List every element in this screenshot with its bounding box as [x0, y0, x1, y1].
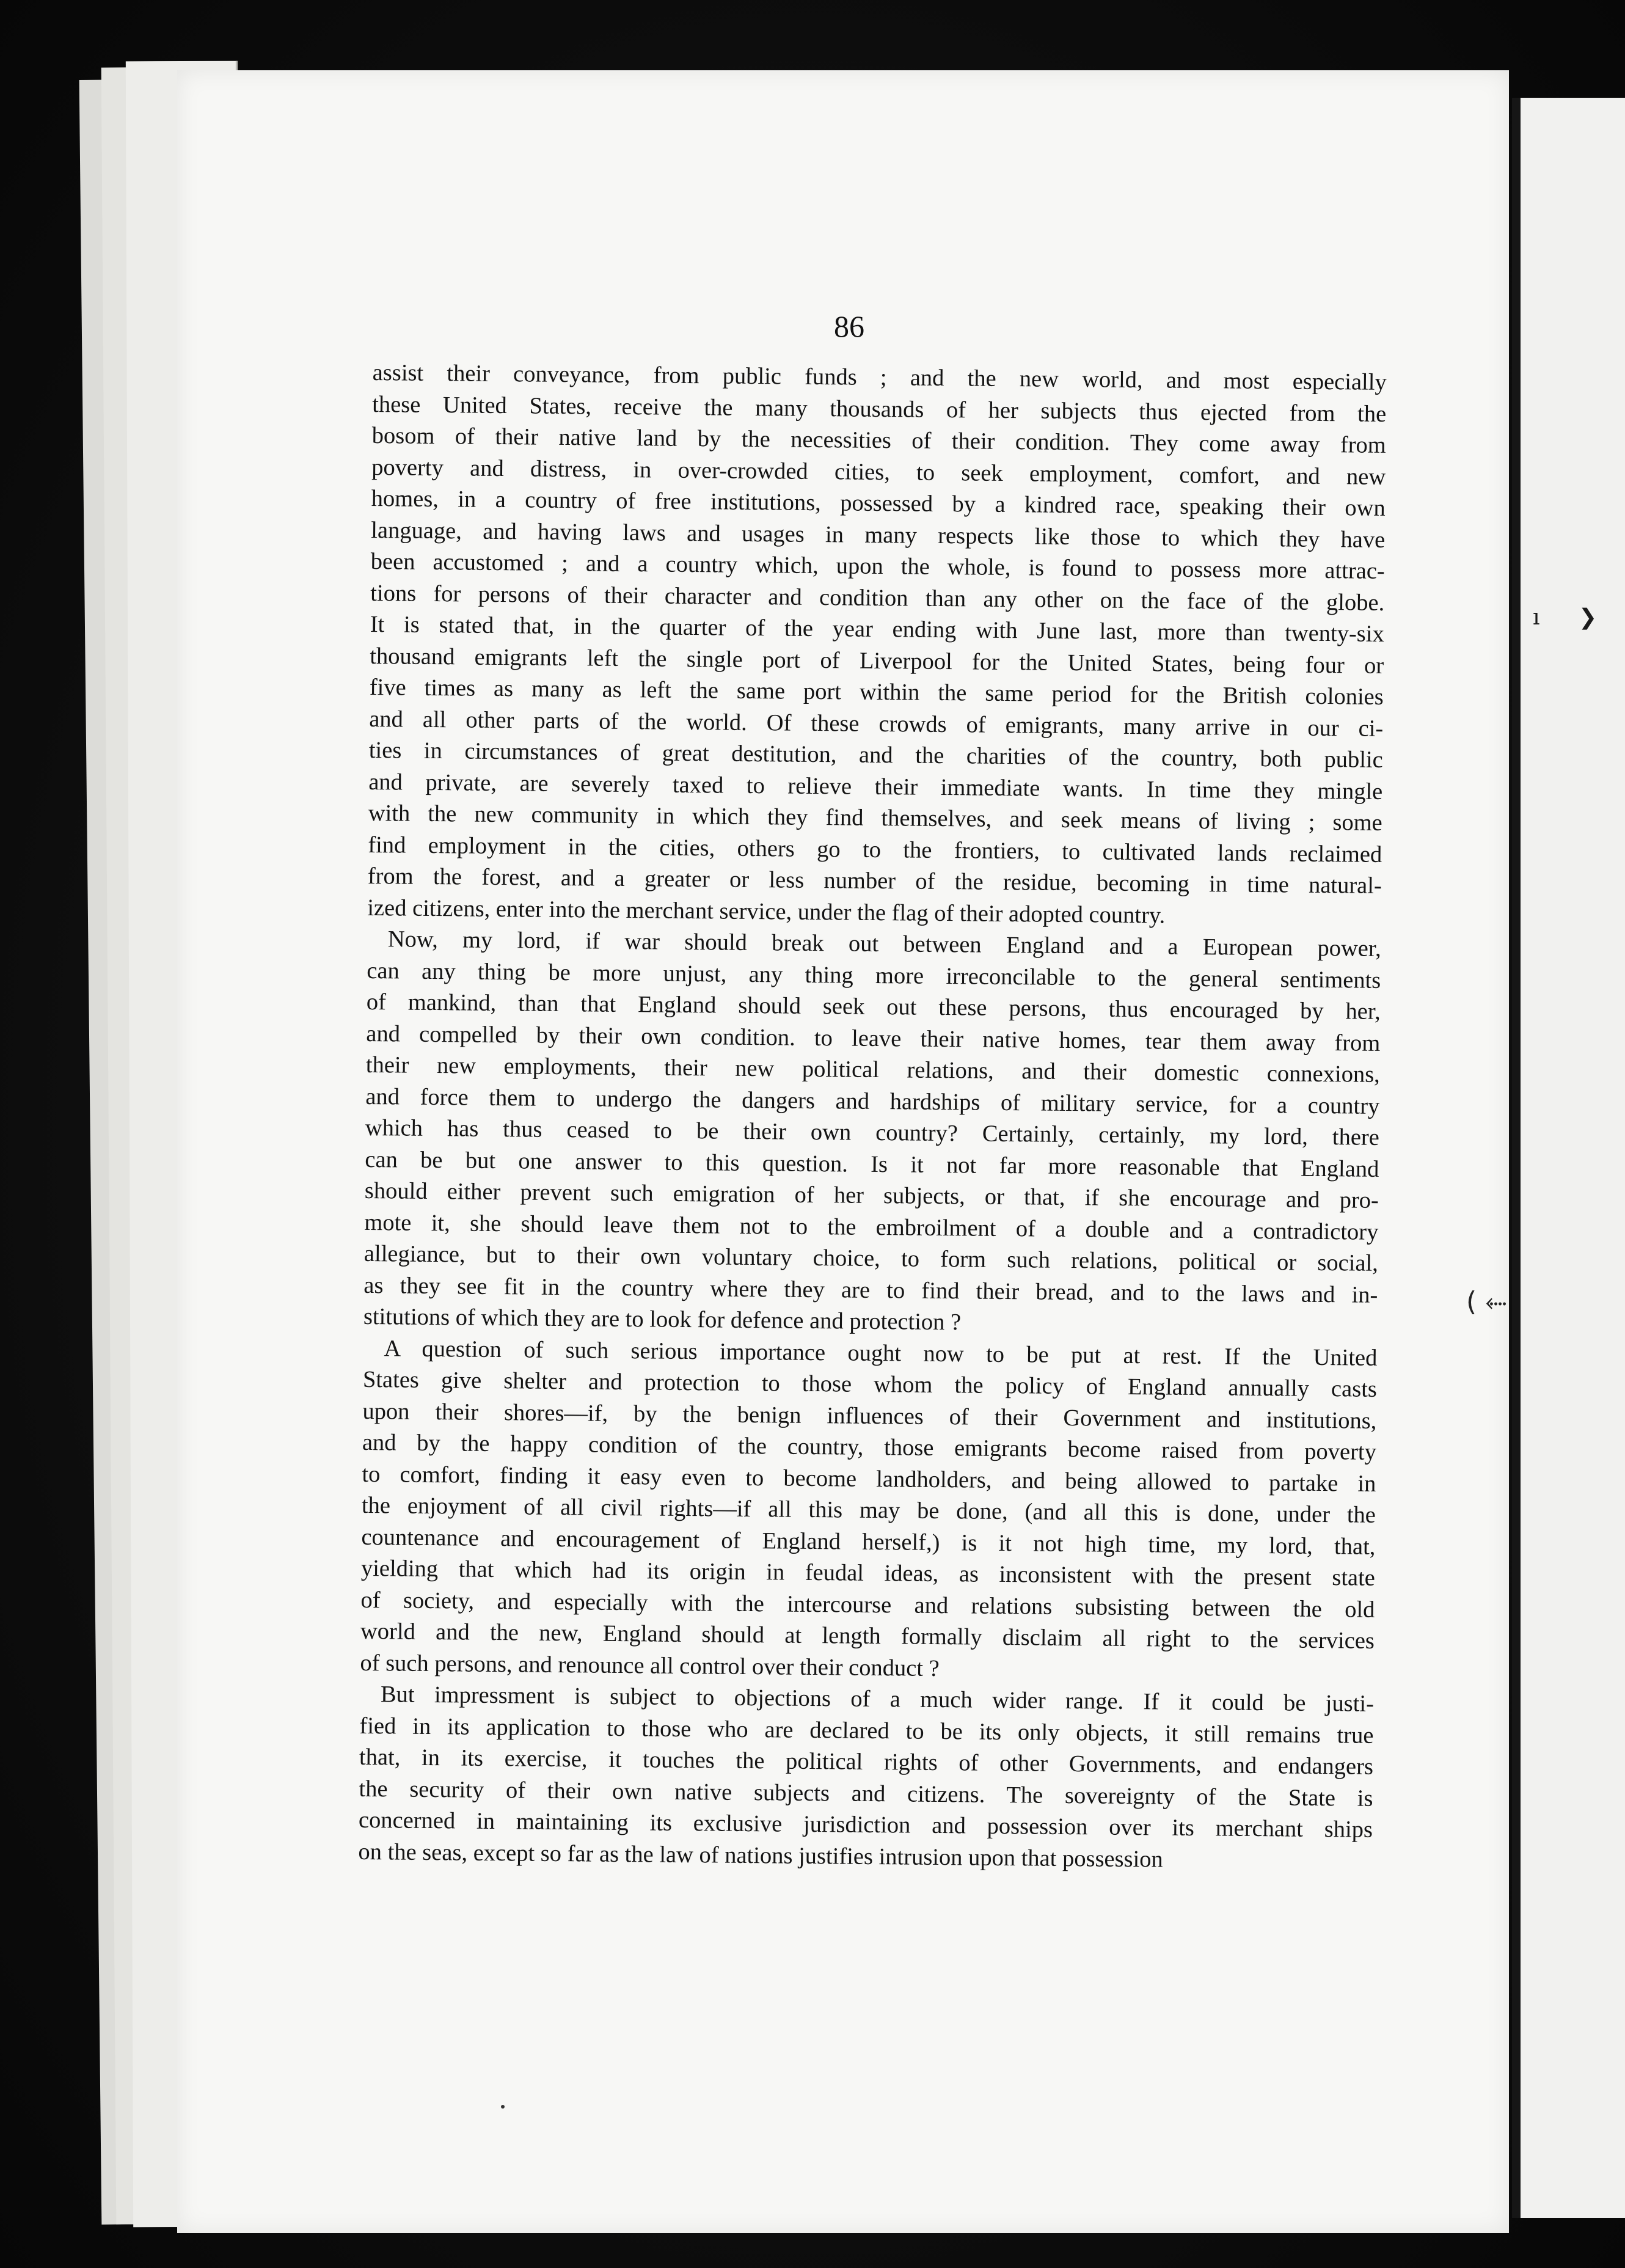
text-line: world and the new, England should at length formally disclaim all right to the services	[360, 1618, 1375, 1654]
text-line: upon their shores—if, by the benign influences of their Government and institutions,	[362, 1398, 1377, 1434]
text-line: poverty and distress, in over-crowded cities, to seek employment, comfort, and new	[371, 454, 1386, 490]
text-line: assist their conveyance, from public funds ; and the new world, and most especially	[372, 359, 1387, 395]
text-line: and all other parts of the world. Of these crowds of emigrants, many arrive in our ci-	[369, 706, 1384, 742]
paragraph	[363, 924, 1381, 1342]
facing-page	[1512, 98, 1625, 2218]
text-line: bosom of their native land by the necessities of their condition. They come away from	[371, 422, 1386, 458]
text-line: as they see fit in the country where they are to find their bread, and to the laws and in-	[363, 1272, 1378, 1308]
text-line: language, and having laws and usages in many respects like those to which they have	[371, 517, 1386, 553]
text-line: to comfort, finding it easy even to become landholders, and being allowed to partake in	[362, 1461, 1376, 1497]
text-line: should either prevent such emigration of her subjects, or that, if she encourage and pro-	[364, 1177, 1379, 1213]
text-line: tions for persons of their character and condition than any other on the face of the globe.	[370, 580, 1385, 616]
text-line: It is stated that, in the quarter of the year ending with June last, more than twenty-six	[370, 611, 1384, 647]
text-line: But impressment is subject to objections of a much wider range. If it could be justi-	[380, 1681, 1375, 1717]
binding-thread-mark: ( ⬸	[1466, 1286, 1507, 1317]
paragraph	[360, 1333, 1377, 1688]
text-line: and private, are severely taxed to relieve their immediate wants. In time they mingle	[368, 769, 1383, 805]
text-line: from the forest, and a greater or less number of the residue, becoming in time natural-	[367, 863, 1382, 899]
text-line: homes, in a country of free institutions, possessed by a kindred race, speaking their own	[371, 485, 1386, 521]
text-line: which has thus ceased to be their own country? Certainly, certainly, my lord, there	[365, 1114, 1380, 1150]
book-page	[177, 70, 1509, 2233]
text-line: States give shelter and protection to those whom the policy of England annually casts	[362, 1366, 1378, 1402]
page-number: 86	[834, 309, 864, 343]
text-line: thousand emigrants left the single port of Liverpool for the United States, being four or	[370, 643, 1384, 679]
facing-page-mark: ı	[1533, 605, 1540, 630]
paragraph	[358, 1679, 1374, 1878]
text-line: that, in its exercise, it touches the political rights of other Governments, and endangers	[359, 1744, 1374, 1780]
text-line: fied in its application to those who are declared to be its only objects, it still remains true	[359, 1713, 1374, 1749]
text-line: stitutions of which they are to look for defence and protection ?	[363, 1303, 962, 1336]
text-line: can any thing be more unjust, any thing more irreconcilable to the general sentiments	[367, 957, 1381, 993]
facing-page-mark: ❯	[1579, 605, 1598, 630]
text-line: concerned in maintaining its exclusive jurisdiction and possession over its merchant ships	[358, 1807, 1373, 1843]
text-line: on the seas, except so far as the law of nations justifies intrusion upon that possession	[358, 1838, 1163, 1873]
text-line: countenance and encouragement of England herself,) is it not high time, my lord, that,	[361, 1524, 1376, 1560]
paragraph	[367, 357, 1387, 934]
page-text	[358, 357, 1387, 1878]
text-line: five times as many as left the same port within the same period for the British colonies	[369, 674, 1384, 710]
text-line: and by the happy condition of the country, those emigrants become raised from poverty	[362, 1429, 1377, 1465]
text-line: of society, and especially with the intercourse and relations subsisting between the old	[360, 1587, 1375, 1623]
text-line: can be but one answer to this question. Is it not far more reasonable that England	[365, 1146, 1379, 1182]
text-line: the security of their own native subjects and citizens. The sovereignty of the State is	[359, 1776, 1373, 1812]
text-line: ized citizens, enter into the merchant service, under the flag of their adopted country.	[367, 894, 1166, 928]
text-line: A question of such serious importance ought now to be put at rest. If the United	[384, 1335, 1378, 1371]
text-line: of such persons, and renounce all control over their conduct ?	[360, 1650, 940, 1681]
text-line: allegiance, but to their own voluntary choice, to form such relations, political or social,	[363, 1240, 1379, 1276]
text-line: been accustomed ; and a country which, upon the whole, is found to possess more attrac-	[370, 548, 1385, 584]
text-line: the enjoyment of all civil rights—if all this may be done, (and all this is done, under the	[361, 1492, 1376, 1528]
text-line: and compelled by their own condition. to leave their native homes, tear them away from	[366, 1020, 1381, 1056]
paper-speck	[501, 2105, 505, 2109]
text-line: ties in circumstances of great destitution, and the charities of the country, both public	[368, 737, 1383, 773]
text-line: mote it, she should leave them not to the embroilment of a double and a contradictory	[364, 1209, 1379, 1245]
text-line: and force them to undergo the dangers and hardships of military service, for a country	[365, 1083, 1380, 1119]
text-line: Now, my lord, if war should break out between England and a European power,	[387, 926, 1381, 962]
text-line: yielding that which had its origin in feudal ideas, as inconsistent with the present state	[360, 1555, 1376, 1591]
text-line: these United States, receive the many thousands of her subjects thus ejected from the	[372, 391, 1387, 427]
text-line: of mankind, than that England should seek out these persons, thus encouraged by her,	[366, 989, 1381, 1025]
text-line: find employment in the cities, others go to the frontiers, to cultivated lands reclaimed	[368, 832, 1382, 868]
text-line: with the new community in which they find themselves, and seek means of living ; some	[368, 800, 1382, 836]
text-line: their new employments, their new political relations, and their domestic connexions,	[365, 1052, 1381, 1088]
